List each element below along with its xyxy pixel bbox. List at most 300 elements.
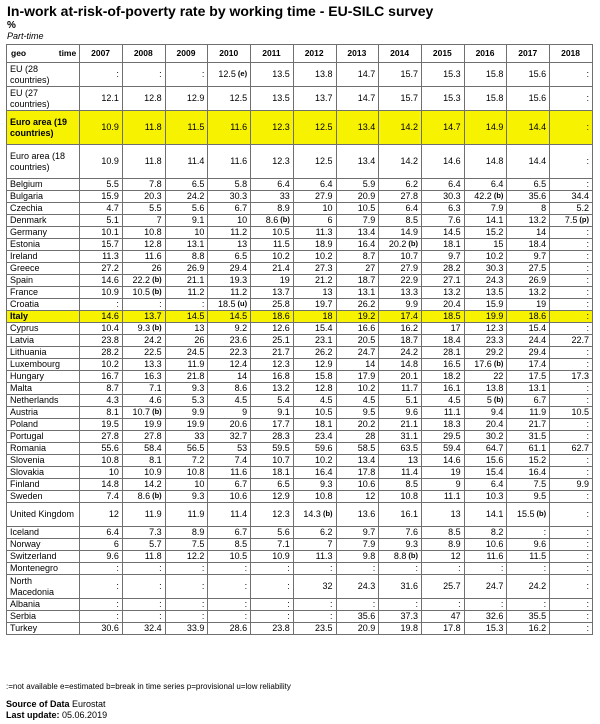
row-geo-label: Finland [7, 479, 80, 491]
table-cell [550, 539, 593, 551]
row-geo-label: Italy [7, 311, 80, 323]
cell-value: 26.9 [186, 263, 205, 274]
cell-value: 8.5 [448, 527, 461, 538]
table-cell [464, 145, 507, 179]
year-header: 2014 [379, 45, 422, 63]
cell-value: : [586, 311, 589, 322]
table-cell [293, 443, 336, 455]
table-cell [80, 191, 123, 203]
cell-value: 10.5 [132, 287, 151, 298]
table-cell [464, 419, 507, 431]
table-cell [464, 467, 507, 479]
table-cell [336, 443, 379, 455]
table-cell [293, 395, 336, 407]
table-cell [336, 527, 379, 539]
table-cell [251, 539, 294, 551]
table-cell [550, 431, 593, 443]
table-cell [251, 323, 294, 335]
cell-value: 15.2 [528, 455, 547, 466]
table-cell [251, 87, 294, 111]
table-cell [122, 251, 165, 263]
cell-value: 8.7 [106, 383, 119, 394]
cell-value: 4.7 [106, 203, 119, 214]
cell-value: : [201, 581, 205, 592]
cell-value: 26.2 [357, 299, 376, 310]
table-cell [550, 111, 593, 145]
cell-value: 6.4 [320, 179, 333, 190]
cell-value: 13.2 [272, 383, 290, 394]
table-cell [122, 323, 165, 335]
year-header: 2009 [165, 45, 208, 63]
table-cell [293, 191, 336, 203]
cell-value: 20.1 [400, 371, 418, 382]
table-cell [464, 563, 507, 575]
row-geo-label: Czechia [7, 203, 80, 215]
row-geo-label: Montenegro [7, 563, 80, 575]
table-cell [421, 111, 464, 145]
cell-value: 15.6 [528, 93, 547, 104]
row-geo-label: EU (27 countries) [7, 87, 80, 111]
table-cell [80, 203, 123, 215]
table-cell [379, 599, 422, 611]
table-cell [251, 599, 294, 611]
cell-value: 18 [322, 311, 333, 322]
cell-value: 7.4 [234, 455, 248, 466]
cell-value: 14 [536, 227, 547, 238]
table-cell [421, 203, 464, 215]
table-row [7, 431, 593, 443]
row-geo-label: Serbia [7, 611, 80, 623]
cell-value: : [201, 563, 205, 574]
row-geo-label: Slovakia [7, 467, 80, 479]
table-cell [421, 599, 464, 611]
row-geo-label: Greece [7, 263, 80, 275]
cell-value: 13.1 [357, 287, 376, 298]
cell-value: 9.3 [191, 383, 205, 394]
table-cell [122, 191, 165, 203]
table-cell [336, 455, 379, 467]
table-cell [165, 215, 208, 227]
table-cell [336, 611, 379, 623]
cell-value: 23.8 [101, 335, 119, 346]
table-cell [507, 335, 550, 347]
update-value: 05.06.2019 [62, 710, 108, 720]
cell-value: 24.5 [186, 347, 205, 358]
cell-value: 9 [242, 407, 248, 418]
table-cell [251, 455, 294, 467]
cell-value: 14.4 [528, 122, 547, 133]
table-cell [336, 275, 379, 287]
table-cell [550, 575, 593, 599]
table-cell [336, 145, 379, 179]
cell-value: 12.8 [144, 93, 162, 104]
table-cell [293, 491, 336, 503]
table-cell [336, 563, 379, 575]
year-header: 2012 [293, 45, 336, 63]
cell-value: : [201, 69, 205, 80]
table-cell [208, 203, 251, 215]
table-cell [336, 503, 379, 527]
table-cell [464, 251, 507, 263]
cell-value: 7.1 [277, 539, 290, 550]
cell-value: 14.1 [485, 509, 504, 520]
table-cell [251, 563, 294, 575]
table-cell [336, 383, 379, 395]
cell-value: 12.2 [186, 551, 205, 562]
cell-value: 6.4 [448, 179, 461, 190]
table-cell [251, 575, 294, 599]
cell-value: 10.9 [101, 156, 119, 167]
cell-value: 10.2 [272, 251, 290, 262]
cell-value: 19 [450, 467, 461, 478]
cell-value: 11.9 [529, 407, 547, 418]
table-cell [336, 599, 379, 611]
cell-value: : [586, 93, 589, 104]
table-cell [293, 145, 336, 179]
table-row [7, 275, 593, 287]
cell-value: : [415, 599, 418, 610]
cell-value: 10.6 [229, 491, 248, 502]
table-cell [379, 479, 422, 491]
cell-value: 10.2 [357, 383, 376, 394]
cell-value: 9.1 [191, 215, 205, 226]
table-row [7, 227, 593, 239]
table-cell [165, 551, 208, 563]
table-cell [507, 179, 550, 191]
table-cell [507, 311, 550, 323]
table-cell [336, 191, 379, 203]
table-cell [464, 527, 507, 539]
table-cell [165, 611, 208, 623]
table-cell [507, 227, 550, 239]
cell-value: 14.4 [528, 156, 547, 167]
table-cell [165, 111, 208, 145]
row-geo-label: EU (28 countries) [7, 63, 80, 87]
table-cell [293, 335, 336, 347]
cell-value: 10.9 [101, 287, 119, 298]
cell-value: 14.5 [186, 311, 205, 322]
year-header: 2018 [550, 45, 593, 63]
table-cell [80, 263, 123, 275]
source-value: Eurostat [72, 699, 106, 709]
row-geo-label: Hungary [7, 371, 80, 383]
table-cell [379, 335, 422, 347]
table-cell [379, 611, 422, 623]
cell-value: 5.8 [234, 179, 248, 190]
table-cell [379, 575, 422, 599]
cell-value: 24.2 [400, 347, 418, 358]
table-cell [165, 599, 208, 611]
table-cell [208, 395, 251, 407]
table-cell [251, 63, 294, 87]
cell-value: 10.8 [144, 227, 162, 238]
table-row [7, 455, 593, 467]
table-cell [464, 203, 507, 215]
cell-value: 24.4 [528, 335, 547, 346]
table-cell [165, 575, 208, 599]
cell-value: 14.2 [144, 479, 162, 490]
row-geo-label: Bulgaria [7, 191, 80, 203]
table-cell [165, 287, 208, 299]
cell-value: : [586, 263, 589, 274]
row-geo-label: Spain [7, 275, 80, 287]
table-cell [251, 623, 294, 635]
cell-value: : [586, 395, 589, 406]
table-cell [421, 335, 464, 347]
table-cell [165, 407, 208, 419]
table-cell [507, 491, 550, 503]
cell-value: 24.2 [528, 581, 547, 592]
table-cell [507, 145, 550, 179]
cell-value: 10 [108, 467, 119, 478]
year-header: 2011 [251, 45, 294, 63]
table-cell [165, 179, 208, 191]
cell-value: 25.7 [443, 581, 461, 592]
cell-value: 14.2 [400, 122, 418, 133]
table-cell [464, 395, 507, 407]
cell-value: 7.5 [533, 479, 547, 490]
cell-flag: (b) [152, 275, 162, 285]
cell-value: : [586, 419, 589, 430]
table-cell [550, 323, 593, 335]
table-cell [251, 299, 294, 311]
table-cell [208, 287, 251, 299]
table-cell [293, 323, 336, 335]
table-cell [293, 215, 336, 227]
table-cell [122, 335, 165, 347]
cell-value: 14.1 [485, 215, 504, 226]
cell-value: 13.2 [528, 215, 547, 226]
table-cell [379, 311, 422, 323]
cell-value: 9.4 [490, 407, 504, 418]
cell-value: : [287, 599, 290, 610]
row-geo-label: Lithuania [7, 347, 80, 359]
table-cell [208, 599, 251, 611]
cell-value: 10.6 [357, 479, 376, 490]
table-cell [464, 179, 507, 191]
table-cell [293, 551, 336, 563]
table-cell [507, 611, 550, 623]
table-cell [165, 227, 208, 239]
cell-value: : [586, 323, 589, 334]
cell-value: 55.6 [101, 443, 119, 454]
cell-value: 15.4 [528, 323, 547, 334]
cell-value: 10.8 [315, 491, 333, 502]
cell-value: 13.4 [357, 455, 376, 466]
table-cell [421, 299, 464, 311]
cell-value: 15.3 [485, 623, 504, 634]
cell-value: 24.3 [485, 275, 504, 286]
table-cell [293, 87, 336, 111]
table-cell [293, 63, 336, 87]
cell-value: 30.3 [229, 191, 248, 202]
table-cell [550, 443, 593, 455]
table-cell [165, 455, 208, 467]
table-cell [421, 563, 464, 575]
table-cell [421, 145, 464, 179]
cell-flag: (b) [408, 551, 418, 561]
year-header: 2016 [464, 45, 507, 63]
table-cell [464, 611, 507, 623]
cell-value: : [500, 599, 504, 610]
cell-value: 13.2 [528, 287, 547, 298]
table-row [7, 563, 593, 575]
table-cell [122, 479, 165, 491]
cell-value: 28.2 [101, 347, 119, 358]
cell-value: 9.5 [362, 407, 376, 418]
table-cell [208, 87, 251, 111]
cell-value: 12.9 [186, 93, 205, 104]
cell-value: : [244, 581, 248, 592]
table-cell [80, 395, 123, 407]
table-row [7, 145, 593, 179]
table-cell [379, 503, 422, 527]
cell-value: 11.2 [187, 287, 205, 298]
table-cell [80, 407, 123, 419]
cell-value: 14.6 [101, 275, 119, 286]
cell-value: 20.5 [357, 335, 376, 346]
table-cell [251, 551, 294, 563]
cell-value: 6.2 [405, 179, 418, 190]
table-cell [165, 491, 208, 503]
table-cell [122, 527, 165, 539]
cell-value: 5.3 [191, 395, 205, 406]
cell-value: 12.9 [272, 491, 290, 502]
table-cell [293, 611, 336, 623]
table-row [7, 239, 593, 251]
cell-value: : [287, 611, 290, 622]
table-cell [464, 263, 507, 275]
table-cell [165, 299, 208, 311]
table-cell [80, 503, 123, 527]
table-cell [464, 623, 507, 635]
cell-value: 17.5 [528, 371, 547, 382]
table-cell [122, 227, 165, 239]
table-cell [550, 263, 593, 275]
table-cell [251, 145, 294, 179]
cell-value: 5.9 [362, 179, 376, 190]
cell-value: 8.8 [191, 251, 205, 262]
cell-value: 9.7 [362, 527, 376, 538]
table-cell [251, 527, 294, 539]
cell-value: 23.4 [315, 431, 333, 442]
cell-value: 31.1 [400, 431, 418, 442]
cell-value: 12.5 [218, 69, 236, 80]
table-cell [550, 311, 593, 323]
table-cell [421, 575, 464, 599]
table-cell [464, 287, 507, 299]
cell-value: 28 [365, 431, 376, 442]
table-cell [421, 419, 464, 431]
cell-value: 6.5 [191, 179, 205, 190]
table-cell [421, 275, 464, 287]
table-body [7, 63, 593, 635]
table-cell [208, 611, 251, 623]
cell-value: 7.3 [149, 527, 162, 538]
table-cell [507, 395, 550, 407]
cell-value: 19.5 [101, 419, 119, 430]
row-geo-label: Slovenia [7, 455, 80, 467]
cell-value: 16.2 [400, 323, 418, 334]
table-cell [165, 63, 208, 87]
table-cell [293, 527, 336, 539]
cell-value: 17.7 [272, 419, 290, 430]
cell-value: 11.2 [230, 227, 248, 238]
table-row [7, 539, 593, 551]
cell-value: 11.4 [230, 509, 248, 520]
table-cell [550, 455, 593, 467]
table-cell [80, 275, 123, 287]
cell-value: 24.7 [485, 581, 504, 592]
table-cell [208, 335, 251, 347]
cell-value: : [586, 611, 589, 622]
table-cell [165, 527, 208, 539]
cell-value: 20.4 [443, 299, 461, 310]
table-cell [550, 407, 593, 419]
table-cell [379, 263, 422, 275]
cell-value: 14.5 [229, 311, 248, 322]
table-cell [208, 491, 251, 503]
cell-value: 5.6 [191, 203, 205, 214]
table-cell [336, 179, 379, 191]
cell-value: 22.3 [229, 347, 248, 358]
table-cell [464, 239, 507, 251]
cell-value: 10.5 [357, 203, 376, 214]
cell-value: 12.3 [272, 122, 290, 133]
table-cell [464, 551, 507, 563]
cell-value: 17.6 [474, 359, 492, 370]
table-cell [122, 111, 165, 145]
table-cell [208, 383, 251, 395]
table-cell [507, 323, 550, 335]
cell-value: 18.4 [528, 239, 547, 250]
table-cell [80, 599, 123, 611]
table-cell [421, 527, 464, 539]
table-cell [122, 179, 165, 191]
cell-value: 9.2 [234, 323, 248, 334]
table-cell [293, 239, 336, 251]
table-row [7, 479, 593, 491]
cell-value: 6.2 [320, 527, 333, 538]
cell-value: 33 [194, 431, 205, 442]
time-header: time [58, 48, 77, 59]
cell-value: 15.8 [485, 69, 504, 80]
table-cell [122, 311, 165, 323]
table-cell [293, 599, 336, 611]
cell-value: 10.2 [101, 359, 119, 370]
cell-value: 8.6 [234, 383, 248, 394]
cell-value: 29.4 [229, 263, 248, 274]
table-cell [507, 455, 550, 467]
cell-value: 27.1 [443, 275, 461, 286]
table-cell [336, 323, 379, 335]
cell-value: 11.3 [102, 251, 119, 262]
table-cell [336, 87, 379, 111]
cell-value: : [415, 563, 418, 574]
table-cell [507, 563, 550, 575]
cell-value: : [586, 251, 589, 262]
cell-value: 19 [536, 299, 547, 310]
table-cell [550, 227, 593, 239]
table-cell [208, 371, 251, 383]
table-cell [379, 431, 422, 443]
table-cell [80, 347, 123, 359]
cell-value: 15.9 [101, 191, 119, 202]
cell-value: 10.9 [272, 551, 290, 562]
table-cell [122, 551, 165, 563]
cell-value: 4.6 [149, 395, 162, 406]
table-cell [122, 239, 165, 251]
